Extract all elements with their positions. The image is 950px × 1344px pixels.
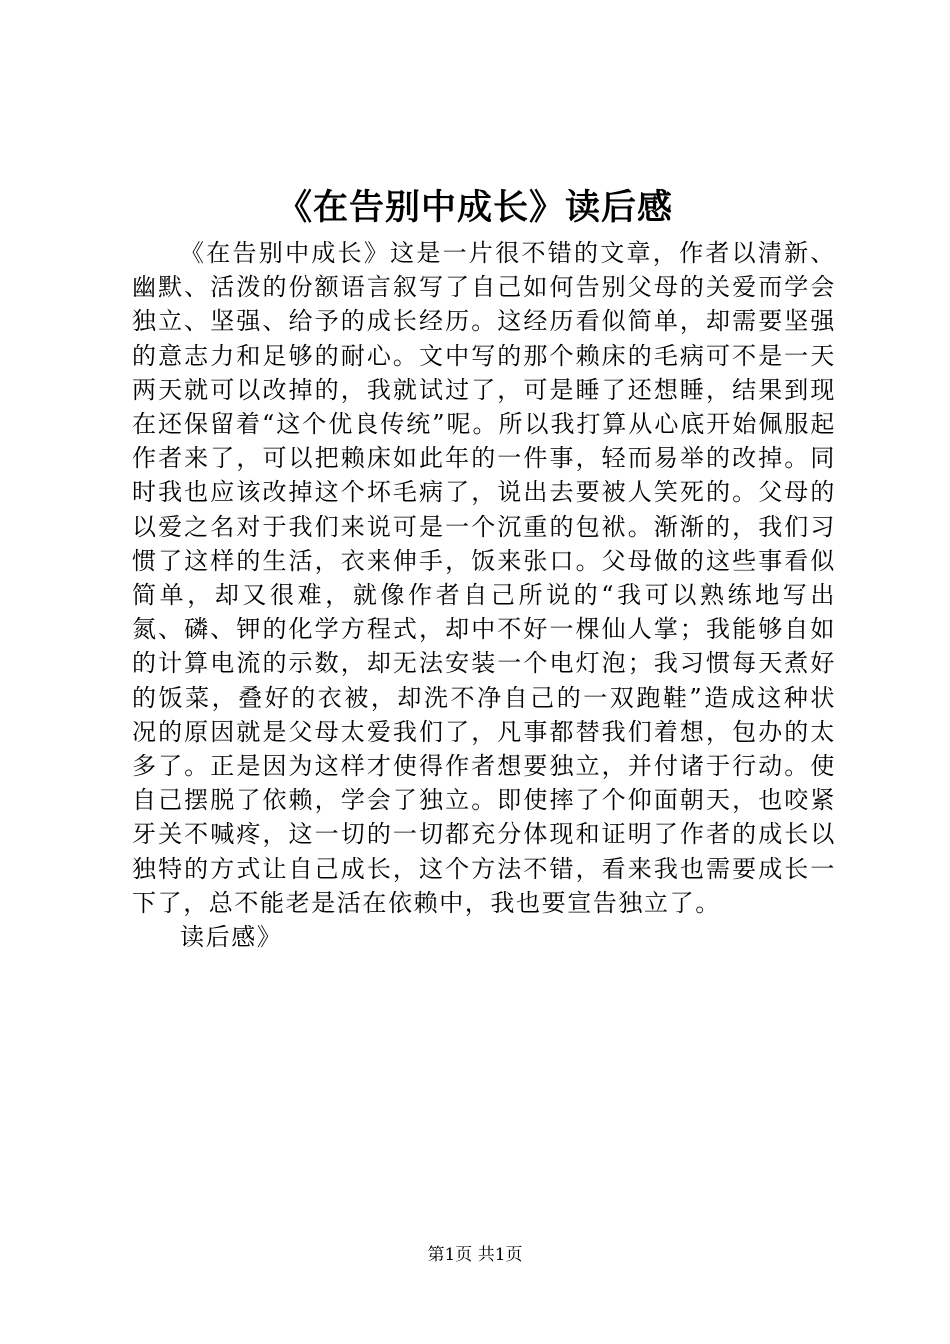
document-title: 《在告别中成长》读后感: [276, 187, 673, 228]
body-paragraph-2: 读后感》: [180, 923, 283, 952]
document-body: [132, 236, 836, 954]
body-paragraph-1: 《在告别中成长》这是一片很不错的文章，作者以清新、幽默、活泼的份额语言叙写了自己如何告别父母的关爱而学会独立、坚强、给予的成长经历。这经历看似简单，却需要坚强的意志力和足够的耐心。文中写的那个赖床的毛病可不是一天两天就可以改掉的，我就试过了，可是睡了还想睡，结果到现在还保留着“这个优良传统”呢。所以我打算从心底开始佩服起作者来了，可以把赖床如此年的一件事，轻而易举的改掉。同时我也应该改掉这个坏毛病了，说出去要被人笑死的。父母的以爱之名对于我们来说可是一个沉重的包袱。渐渐的，我们习惯了这样的生活，衣来伸手，饭来张口。父母做的这些事看似简单，却又很难，就像作者自己所说的“我可以熟练地写出氮、磷、钾的化学方程式，却中不好一棵仙人掌；我能够自如的计算电流的示数，却无法安装一个电灯泡；我习惯每天煮好的饭菜，叠好的衣被，却洗不净自己的一双跑鞋”造成这种状况的原因就是父母太爱我们了，凡事都替我们着想，包办的太多了。正是因为这样才使得作者想要独立，并付诸于行动。使自己摆脱了依赖，学会了独立。即使摔了个仰面朝天，也咬紧牙关不喊疼，这一切的一切都充分体现和证明了作者的成长以独特的方式让自己成长，这个方法不错，看来我也需要成长一下了，总不能老是活在依赖中，我也要宣告独立了。: [132, 239, 836, 917]
page-number-footer: 第1页 共1页: [427, 1245, 523, 1265]
